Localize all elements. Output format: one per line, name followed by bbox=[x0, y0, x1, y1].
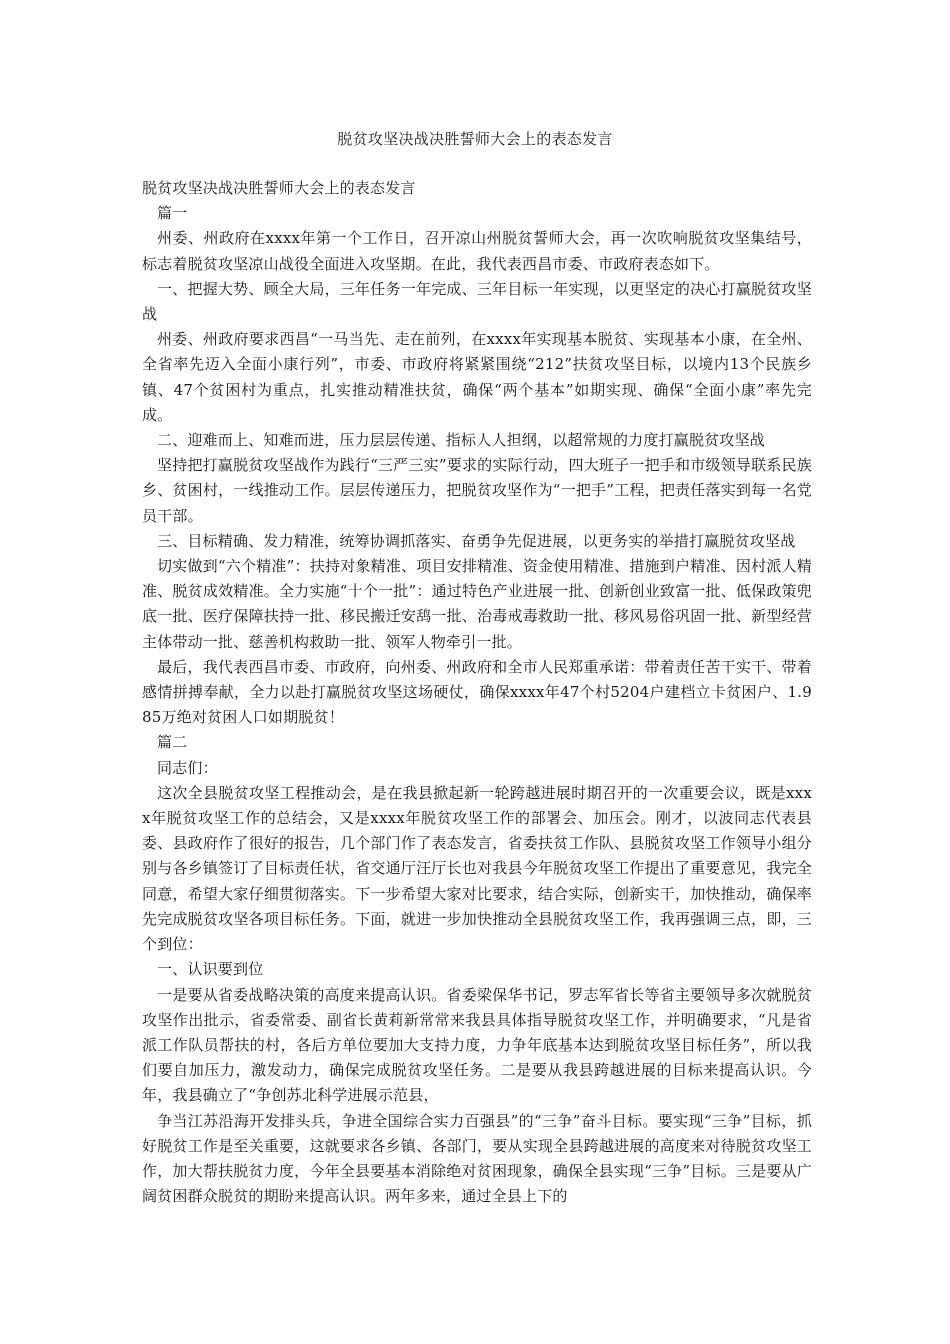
paragraph: 最后，我代表西昌市委、市政府，向州委、州政府和全市人民郑重承诺：带着责任苦干实干、带着感情拼搏奉献，全力以赴打赢脱贫攻坚这场硬仗，确保xxxx年47个村5204户建档立卡贫困户、1.985万绝对贫困人口如期脱贫！ bbox=[142, 657, 812, 727]
salutation: 同志们： bbox=[157, 758, 218, 777]
paragraph: 州委、州政府要求西昌“一马当先、走在前列，在xxxx年实现基本脱贫、实现基本小康，在全州、全省率先迈入全面小康行列”，市委、市政府将紧紧围绕“212”扶贫攻坚目标，以境内13个民族乡镇、47个贫困村为重点，扎实推动精准扶贫，确保“两个基本”如期实现、确保“全面小康”率先完成。 bbox=[142, 330, 812, 424]
paragraph: 州委、州政府在xxxx年第一个工作日，召开凉山州脱贫誓师大会，再一次吹响脱贫攻坚集结号，标志着脱贫攻坚凉山战役全面进入攻坚期。在此，我代表西昌市委、市政府表态如下。 bbox=[142, 229, 812, 273]
paragraph: 这次全县脱贫攻坚工程推动会，是在我县掀起新一轮跨越进展时期召开的一次重要会议，既是xxxx年脱贫攻坚工作的总结会，又是xxxx年脱贫攻坚工作的部署会、加压会。刚才，以波同志代表县委、县政府作了很好的报告，几个部门作了表态发言，省委扶贫工作队、县脱贫攻坚工作领导小组分别与各乡镇签订了目标责任状，省交通厅汪厅长也对我县今年脱贫攻坚工作提出了重要意见，我完全同意，希望大家仔细贯彻落实。下一步希望大家对比要求，结合实际，创新实干，加快推动，确保率先完成脱贫攻坚各项目标任务。下面，就进一步加快推动全县脱贫攻坚工作，我再强调三点，即，三个到位： bbox=[142, 783, 812, 954]
paragraph: 争当江苏沿海开发排头兵，争进全国综合实力百强县”的“三争”奋斗目标。要实现“三争”目标，抓好脱贫工作是至关重要，这就要求各乡镇、各部门，要从实现全县跨越进展的高度来对待脱贫攻坚工作，加大帮扶脱贫力度，今年全县要基本消除绝对贫困现象，确保全县实现“三争”目标。三是要从广阔贫困群众脱贫的期盼来提高认识。两年多来，通过全县上下的 bbox=[142, 1111, 812, 1206]
section-label-part-one: 篇一 bbox=[157, 204, 188, 223]
paragraph: 一是要从省委战略决策的高度来提高认识。省委梁保华书记，罗志军省长等省主要领导多次就脱贫攻坚作出批示，省委常委、副省长黄莉新常常来我县具体指导脱贫攻坚工作，并明确要求，“凡是省派工作队员帮扶的村，各后方单位要加大支持力度，力争年底基本达到脱贫攻坚目标任务”，所以我们要自加压力，激发动力，确保完成脱贫攻坚任务。二是要从我县跨越进展的目标来提高认识。今年，我县确立了“争创苏北科学进展示范县， bbox=[142, 985, 812, 1105]
document-body bbox=[142, 176, 812, 1209]
document-title: 脱贫攻坚决战决胜誓师大会上的表态发言 bbox=[337, 130, 613, 148]
section-heading: 二、迎难而上、知难而进，压力层层传递、指标人人担纲，以超常规的力度打赢脱贫攻坚战 bbox=[157, 431, 766, 450]
section-heading: 一、认识要到位 bbox=[157, 960, 264, 979]
paragraph: 坚持把打赢脱贫攻坚战作为践行“三严三实”要求的实际行动，四大班子一把手和市级领导联系民族乡、贫困村，一线推动工作。层层传递压力，把脱贫攻坚作为“一把手”工程，把责任落实到每一名党员干部。 bbox=[142, 456, 812, 525]
section-heading: 三、目标精确、发力精准，统筹协调抓落实、奋勇争先促进展，以更务实的举措打赢脱贫攻坚战 bbox=[157, 531, 796, 550]
body-heading: 脱贫攻坚决战决胜誓师大会上的表态发言 bbox=[142, 179, 416, 197]
section-heading: 一、把握大势、顾全大局，三年任务一年完成、三年目标一年实现，以更坚定的决心打赢脱贫攻坚战 bbox=[142, 279, 812, 324]
paragraph: 切实做到“六个精准”：扶持对象精准、项目安排精准、资金使用精准、措施到户精准、因村派人精准、脱贫成效精准。全力实施“十个一批”：通过特色产业进展一批、创新创业致富一批、低保政策兜底一批、医疗保障扶持一批、移民搬迁安鸹一批、治毒戒毒救助一批、移风易俗巩固一批、新型经营主体带动一批、慈善机构救助一批、领军人物牵引一批。 bbox=[142, 557, 812, 651]
section-label-part-two: 篇二 bbox=[157, 733, 188, 752]
